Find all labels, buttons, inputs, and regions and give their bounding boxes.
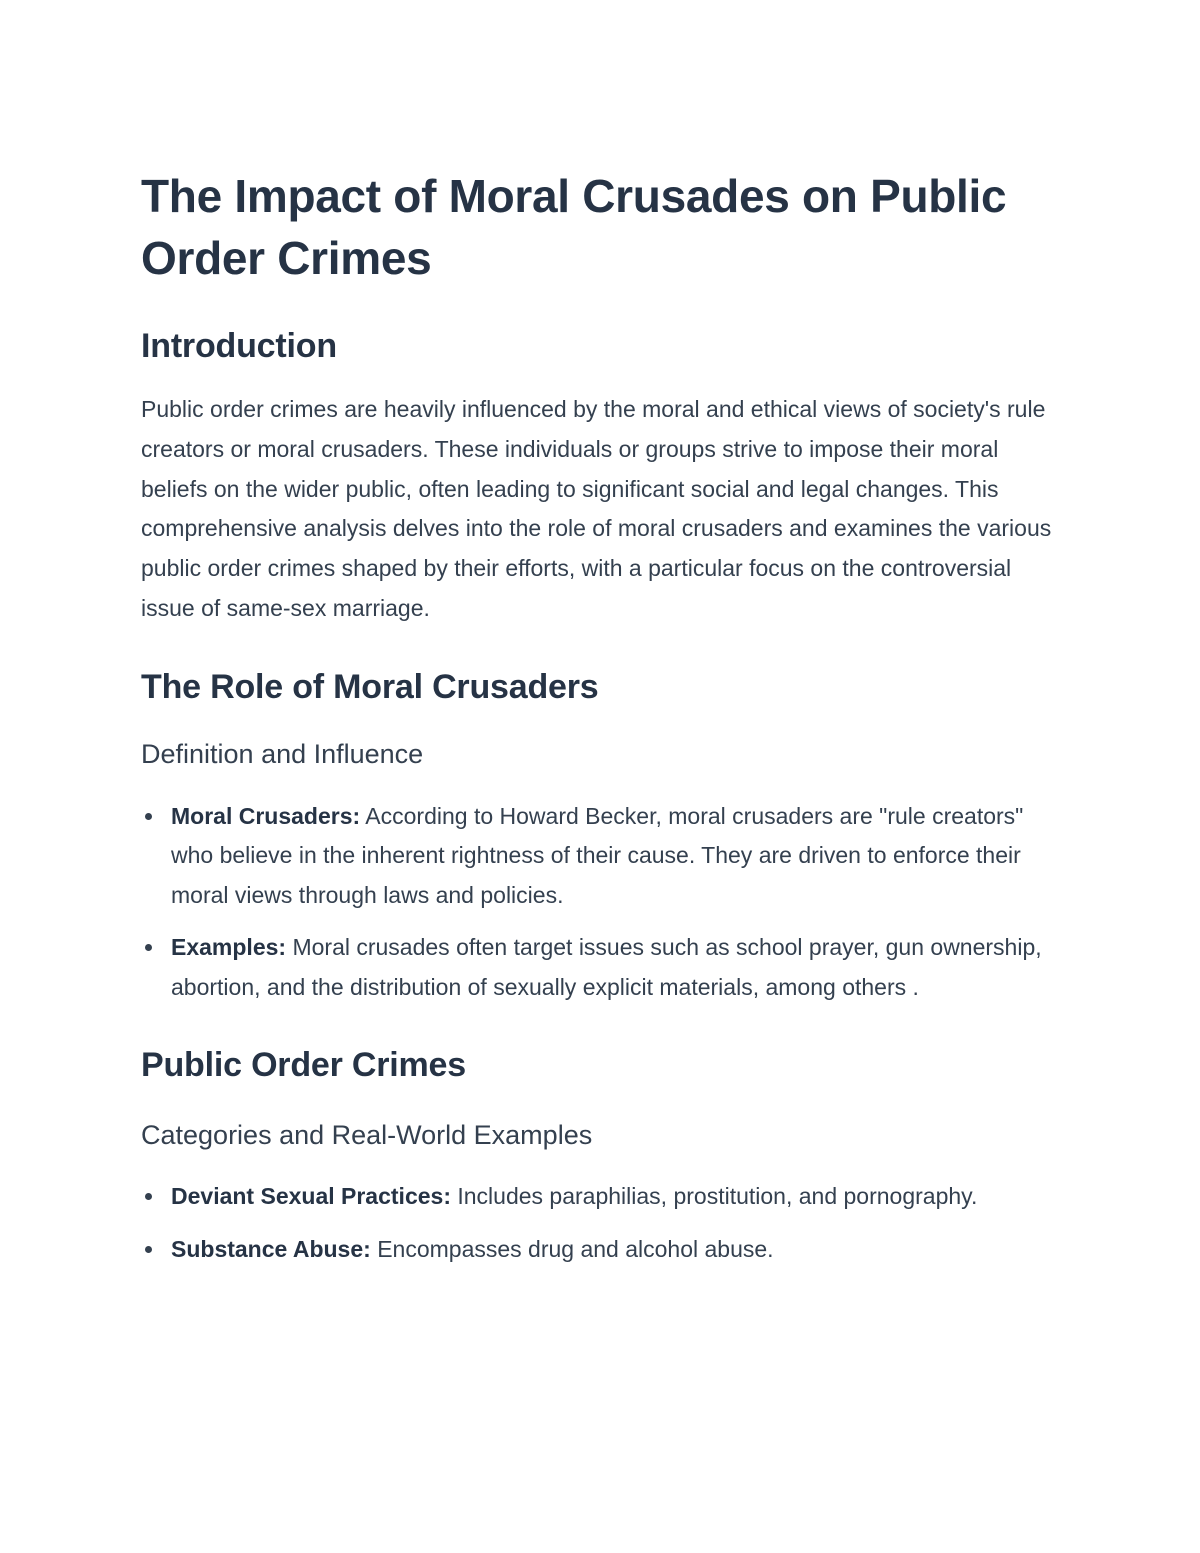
section-heading-introduction: Introduction xyxy=(141,327,337,365)
list-item-term: Moral Crusaders: xyxy=(171,802,361,829)
bullet-icon xyxy=(145,1246,152,1253)
list-item-term: Substance Abuse: xyxy=(171,1235,371,1262)
role-bullet-list xyxy=(141,797,1060,1008)
list-item-text: Moral crusades often target issues such as school prayer, gun ownership, abortion, and the distribution of sexually explicit materials, among others . xyxy=(171,934,1042,1000)
bullet-icon xyxy=(145,944,152,951)
section-heading-role-of-moral-crusaders: The Role of Moral Crusaders xyxy=(141,667,599,706)
list-item xyxy=(141,928,1060,1007)
list-item xyxy=(141,1177,1060,1217)
subheading-definition-and-influence: Definition and Influence xyxy=(141,738,424,769)
section-heading-public-order-crimes: Public Order Crimes xyxy=(141,1046,466,1085)
list-item-term: Deviant Sexual Practices: xyxy=(171,1183,451,1210)
bullet-icon xyxy=(145,1193,152,1200)
subheading-categories-and-examples: Categories and Real-World Examples xyxy=(141,1120,593,1151)
bullet-icon xyxy=(145,813,152,820)
list-item-term: Examples: xyxy=(171,934,287,961)
document-title: The Impact of Moral Crusades on Public Order Crimes xyxy=(141,170,1007,284)
introduction-paragraph: Public order crimes are heavily influenced by the moral and ethical views of society's rule creators or moral crusaders. These individuals or groups strive to impose their moral beliefs on the wider public, often leading to significant social and legal changes. This comprehensive analysis delves into the role of moral crusaders and examines the various public order crimes shaped by their efforts, with a particular focus on the controversial issue of same-sex marriage. xyxy=(141,396,1052,621)
list-item-text: Includes paraphilias, prostitution, and pornography. xyxy=(450,1183,978,1210)
list-item-text: According to Howard Becker, moral crusaders are "rule creators" who believe in the inherent rightness of their cause. They are driven to enforce their moral views through laws and policies. xyxy=(171,802,1024,908)
crimes-bullet-list xyxy=(141,1177,1060,1269)
list-item-text: Encompasses drug and alcohol abuse. xyxy=(370,1235,774,1262)
list-item xyxy=(141,1230,1060,1270)
list-item xyxy=(141,797,1060,916)
